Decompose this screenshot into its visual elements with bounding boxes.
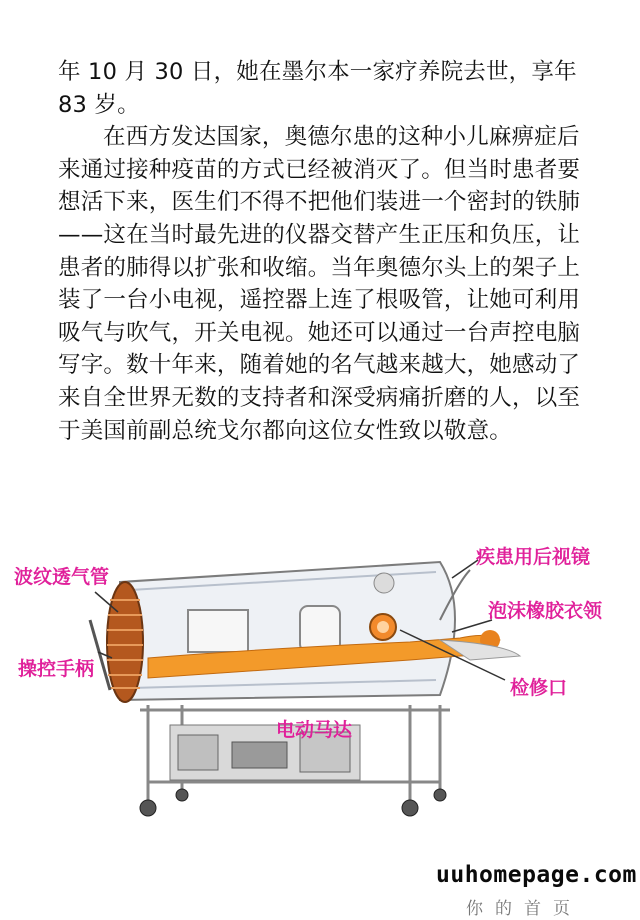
label-inspection-port: 检修口 [510,677,568,699]
article-paragraph-2: 在西方发达国家，奥德尔患的这种小儿麻痹症后来通过接种疫苗的方式已经被消灭了。但当时患者要想活下来，医生们不得不把他们装进一个密封的铁肺——这在当时最先进的仪器交替产生正压和负压，让患者的肺得以扩张和收缩。当年奥德尔头上的架子上装了一台小电视，遥控器上连了根吸管，让她可利用吸气与吹气，开关电视。她还可以通过一台声控电脑写字。数十年来，随着她的名气越来越大，她感动了来自全世界无数的支持者和深受病痛折磨的人，以至于美国前副总统戈尔都向这位女性致以敬意。 [58,124,581,444]
article-paragraph-1: 年 10 月 30 日，她在墨尔本一家疗养院去世，享年 83 岁。 [58,59,577,118]
chamber [120,562,455,700]
bellows-end [107,582,143,702]
watermark-subtitle: 你的首页 [466,899,582,919]
article-text [58,56,588,447]
wheels [140,789,446,816]
label-rearview-mirror: 疾患用后视镜 [476,546,591,568]
watermark-site: uuhomepage.com [436,862,637,888]
label-control-handle: 操控手柄 [18,658,95,680]
label-electric-motor: 电动马达 [276,719,353,741]
label-foam-collar: 泡沫橡胶衣领 [488,600,603,622]
label-bellows-vent: 波纹透气管 [14,566,110,588]
